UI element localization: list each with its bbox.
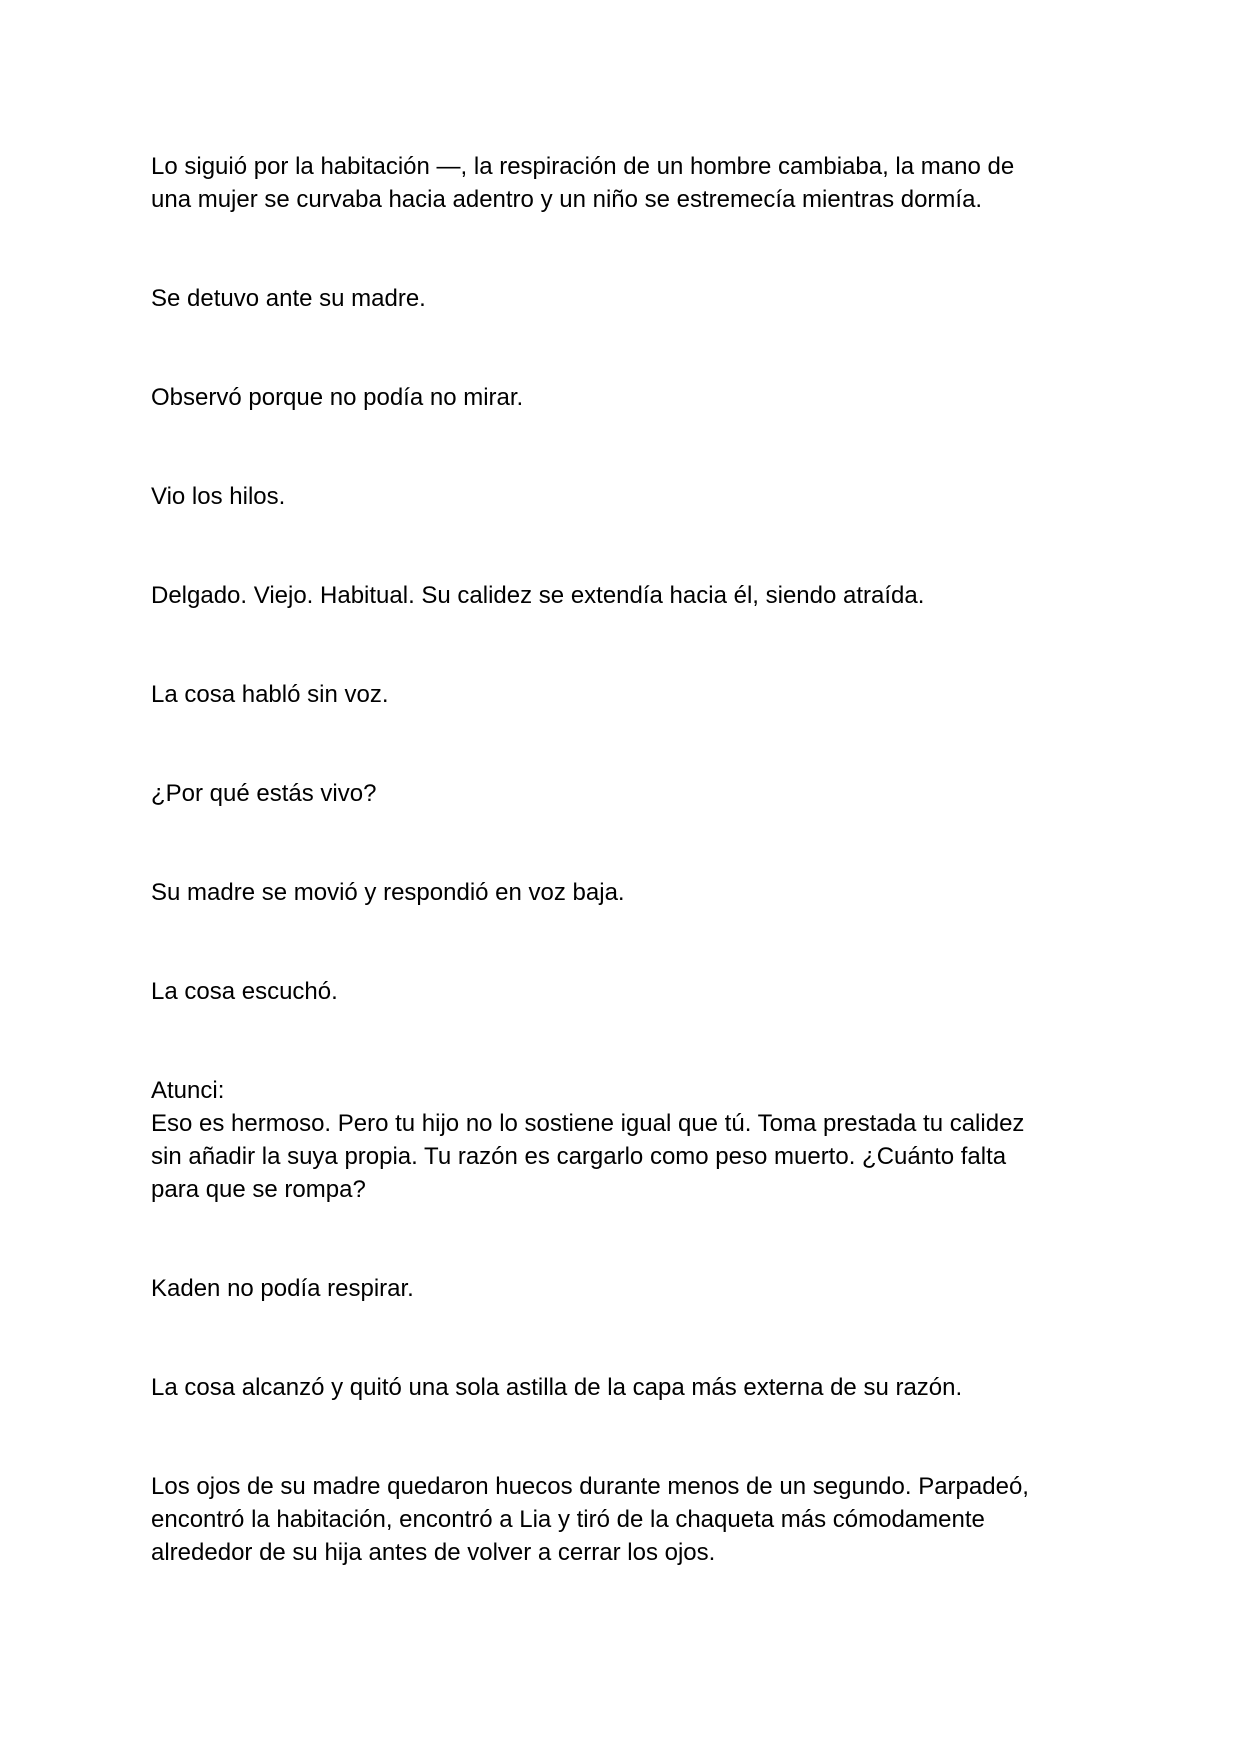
paragraph	[151, 579, 1091, 612]
paragraph	[151, 381, 1091, 414]
text-line: La cosa escuchó.	[151, 978, 338, 1005]
paragraph	[151, 480, 1091, 513]
document-body	[151, 150, 1091, 1569]
text-line: Lo siguió por la habitación —, la respiración de un hombre cambiaba, la mano de	[151, 153, 1015, 180]
paragraph	[151, 876, 1091, 909]
text-line: Atunci:	[151, 1077, 225, 1104]
text-line: sin añadir la suya propia. Tu razón es cargarlo como peso muerto. ¿Cuánto falta	[151, 1143, 1007, 1170]
paragraph	[151, 1371, 1091, 1404]
paragraph	[151, 1272, 1091, 1305]
paragraph	[151, 150, 1091, 216]
text-line: Eso es hermoso. Pero tu hijo no lo sostiene igual que tú. Toma prestada tu calidez	[151, 1110, 1025, 1137]
paragraph	[151, 777, 1091, 810]
text-line: Delgado. Viejo. Habitual. Su calidez se extendía hacia él, siendo atraída.	[151, 582, 925, 609]
text-line: La cosa habló sin voz.	[151, 681, 389, 708]
text-line: Vio los hilos.	[151, 483, 286, 510]
paragraph	[151, 678, 1091, 711]
text-line: para que se rompa?	[151, 1176, 366, 1203]
text-line: Se detuvo ante su madre.	[151, 285, 426, 312]
text-line: encontró la habitación, encontró a Lia y tiró de la chaqueta más cómodamente	[151, 1506, 985, 1533]
paragraph	[151, 282, 1091, 315]
text-line: una mujer se curvaba hacia adentro y un niño se estremecía mientras dormía.	[151, 186, 983, 213]
text-line: alrededor de su hija antes de volver a cerrar los ojos.	[151, 1539, 716, 1566]
text-line: La cosa alcanzó y quitó una sola astilla de la capa más externa de su razón.	[151, 1374, 963, 1401]
paragraph	[151, 1470, 1091, 1569]
text-line: ¿Por qué estás vivo?	[151, 780, 377, 807]
text-line: Su madre se movió y respondió en voz baja.	[151, 879, 625, 906]
text-line: Los ojos de su madre quedaron huecos durante menos de un segundo. Parpadeó,	[151, 1473, 1029, 1500]
text-line: Kaden no podía respirar.	[151, 1275, 414, 1302]
paragraph	[151, 1074, 1091, 1206]
text-line: Observó porque no podía no mirar.	[151, 384, 524, 411]
paragraph	[151, 975, 1091, 1008]
